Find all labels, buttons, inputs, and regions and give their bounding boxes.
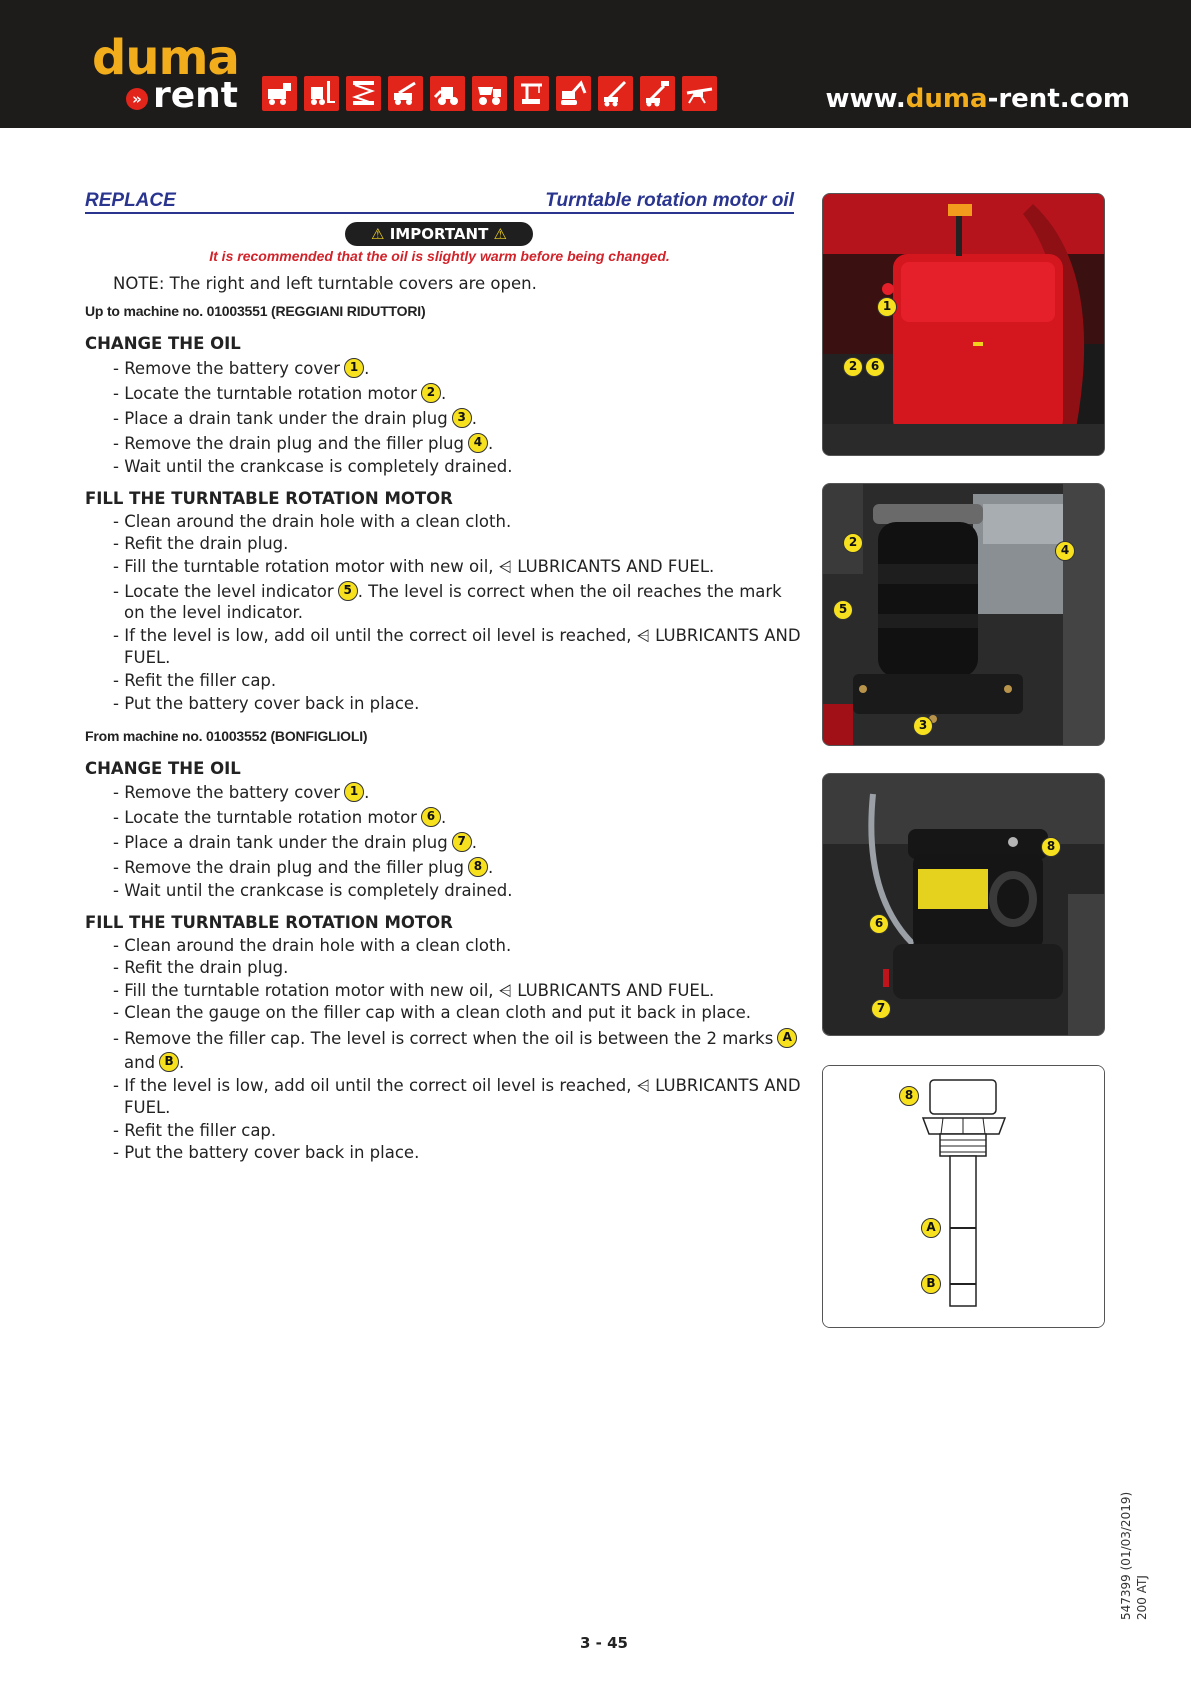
list-item: - Remove the drain plug and the filler plug 8 .	[113, 858, 494, 877]
figure-callout: 1	[877, 297, 897, 317]
figure-callout: 4	[1055, 541, 1075, 561]
callout-marker: 4	[468, 433, 488, 453]
list-item-continuation: FUEL.	[124, 648, 171, 667]
dumper-icon	[472, 76, 507, 111]
figure-rotation-motor-bonfiglioli	[822, 773, 1105, 1036]
callout-marker: 2	[421, 383, 441, 403]
list-item: - Remove the filler cap. The level is correct when the oil is between the 2 marks A	[113, 1028, 797, 1049]
callout-marker: 3	[452, 408, 472, 428]
fill-motor-heading-2: FILL THE TURNTABLE ROTATION MOTOR	[85, 913, 453, 932]
figure-callout: 2	[843, 357, 863, 377]
list-item: - Locate the turntable rotation motor 2 .	[113, 384, 447, 403]
note: NOTE: The right and left turntable covers are open.	[113, 274, 537, 293]
list-item-continuation: on the level indicator.	[124, 603, 303, 622]
list-item: - Wait until the crankcase is completely drained.	[113, 457, 513, 476]
callout-marker: 1	[344, 358, 364, 378]
telehandler-icon	[388, 76, 423, 111]
section-rule	[85, 212, 794, 214]
important-note: It is recommended that the oil is slightly warm before being changed.	[209, 248, 670, 264]
list-item: - Wait until the crankcase is completely drained.	[113, 881, 513, 900]
callout-marker: 8	[468, 857, 488, 877]
aerial-platform-icon	[640, 76, 675, 111]
list-item: - Refit the drain plug.	[113, 534, 289, 553]
list-item: - Remove the drain plug and the filler plug 4 .	[113, 434, 494, 453]
callout-marker: A	[777, 1028, 797, 1048]
section-title: Turntable rotation motor oil	[545, 190, 794, 211]
section-category: REPLACE	[85, 190, 176, 211]
list-item: - Clean around the drain hole with a clean cloth.	[113, 512, 512, 531]
list-item: - Remove the battery cover 1 .	[113, 359, 370, 378]
figure-callout: A	[921, 1218, 941, 1238]
machine-range-1: Up to machine no. 01003551 (REGGIANI RIDUTTORI)	[85, 303, 426, 319]
logo-chevron-icon: »	[126, 88, 148, 110]
list-item: - Remove the battery cover 1 .	[113, 783, 370, 802]
change-oil-heading-1: CHANGE THE OIL	[85, 334, 241, 353]
important-badge	[345, 222, 533, 246]
excavator-icon	[556, 76, 591, 111]
page-number: 3 - 45	[580, 1634, 628, 1652]
forklift-icon	[304, 76, 339, 111]
figure-callout: 8	[1041, 837, 1061, 857]
figure-callout: 2	[843, 533, 863, 553]
callout-marker: 5	[338, 581, 358, 601]
list-item: - If the level is low, add oil until the correct oil level is reached, ⩤ LUBRICANTS AND	[113, 1076, 801, 1095]
website-suffix: -rent.com	[987, 84, 1130, 114]
warning-icon: ⚠	[371, 225, 385, 243]
crane-icon	[598, 76, 633, 111]
figure-rotation-motor-reggiani	[822, 483, 1105, 746]
list-item: - Locate the turntable rotation motor 6 .	[113, 808, 447, 827]
document-code: 547399 (01/03/2019) 200 ATJ	[1119, 1491, 1149, 1620]
machine-icon-strip	[262, 76, 717, 111]
spider-lift-icon	[682, 76, 717, 111]
change-oil-heading-2: CHANGE THE OIL	[85, 759, 241, 778]
callout-marker: B	[159, 1052, 179, 1072]
list-item: - Fill the turntable rotation motor with new oil, ⩤ LUBRICANTS AND FUEL.	[113, 557, 715, 576]
skid-steer-icon	[262, 76, 297, 111]
list-item: - If the level is low, add oil until the correct oil level is reached, ⩤ LUBRICANTS AND	[113, 626, 801, 645]
list-item: - Put the battery cover back in place.	[113, 694, 420, 713]
figure-callout: B	[921, 1274, 941, 1294]
figure-dipstick-drawing	[822, 1065, 1105, 1328]
list-item: - Clean around the drain hole with a clean cloth.	[113, 936, 512, 955]
loader-icon	[430, 76, 465, 111]
header-bar	[0, 0, 1191, 128]
website-prefix: www.	[825, 84, 906, 114]
list-item-continuation: and B .	[124, 1053, 185, 1072]
website-url[interactable]	[826, 84, 1130, 114]
logo-rent: rent	[153, 75, 239, 116]
callout-marker: 6	[421, 807, 441, 827]
list-item: - Put the battery cover back in place.	[113, 1143, 420, 1162]
list-item: - Refit the drain plug.	[113, 958, 289, 977]
list-item: - Locate the level indicator 5 . The level is correct when the oil reaches the mark	[113, 582, 782, 601]
warning-icon: ⚠	[493, 225, 507, 243]
important-label: IMPORTANT	[389, 225, 489, 243]
fill-motor-heading-1: FILL THE TURNTABLE ROTATION MOTOR	[85, 489, 453, 508]
list-item: - Place a drain tank under the drain plug 3 .	[113, 409, 477, 428]
list-item: - Place a drain tank under the drain plug 7 .	[113, 833, 477, 852]
scissor-lift-icon	[346, 76, 381, 111]
callout-marker: 1	[344, 782, 364, 802]
figure-callout: 3	[913, 716, 933, 736]
list-item: - Fill the turntable rotation motor with new oil, ⩤ LUBRICANTS AND FUEL.	[113, 981, 715, 1000]
figure-callout: 6	[865, 357, 885, 377]
machine-range-2: From machine no. 01003552 (BONFIGLIOLI)	[85, 728, 368, 744]
website-highlight: duma	[905, 84, 988, 114]
callout-marker: 7	[452, 832, 472, 852]
logo-duma: duma	[92, 30, 239, 86]
figure-callout: 6	[869, 914, 889, 934]
list-item: - Refit the filler cap.	[113, 671, 277, 690]
figure-callout: 8	[899, 1086, 919, 1106]
list-item: - Clean the gauge on the filler cap with a clean cloth and put it back in place.	[113, 1003, 752, 1022]
list-item: - Refit the filler cap.	[113, 1121, 277, 1140]
figure-callout: 7	[871, 999, 891, 1019]
figure-callout: 5	[833, 600, 853, 620]
list-item-continuation: FUEL.	[124, 1098, 171, 1117]
mini-crane-icon	[514, 76, 549, 111]
figure-battery-cover	[822, 193, 1105, 456]
